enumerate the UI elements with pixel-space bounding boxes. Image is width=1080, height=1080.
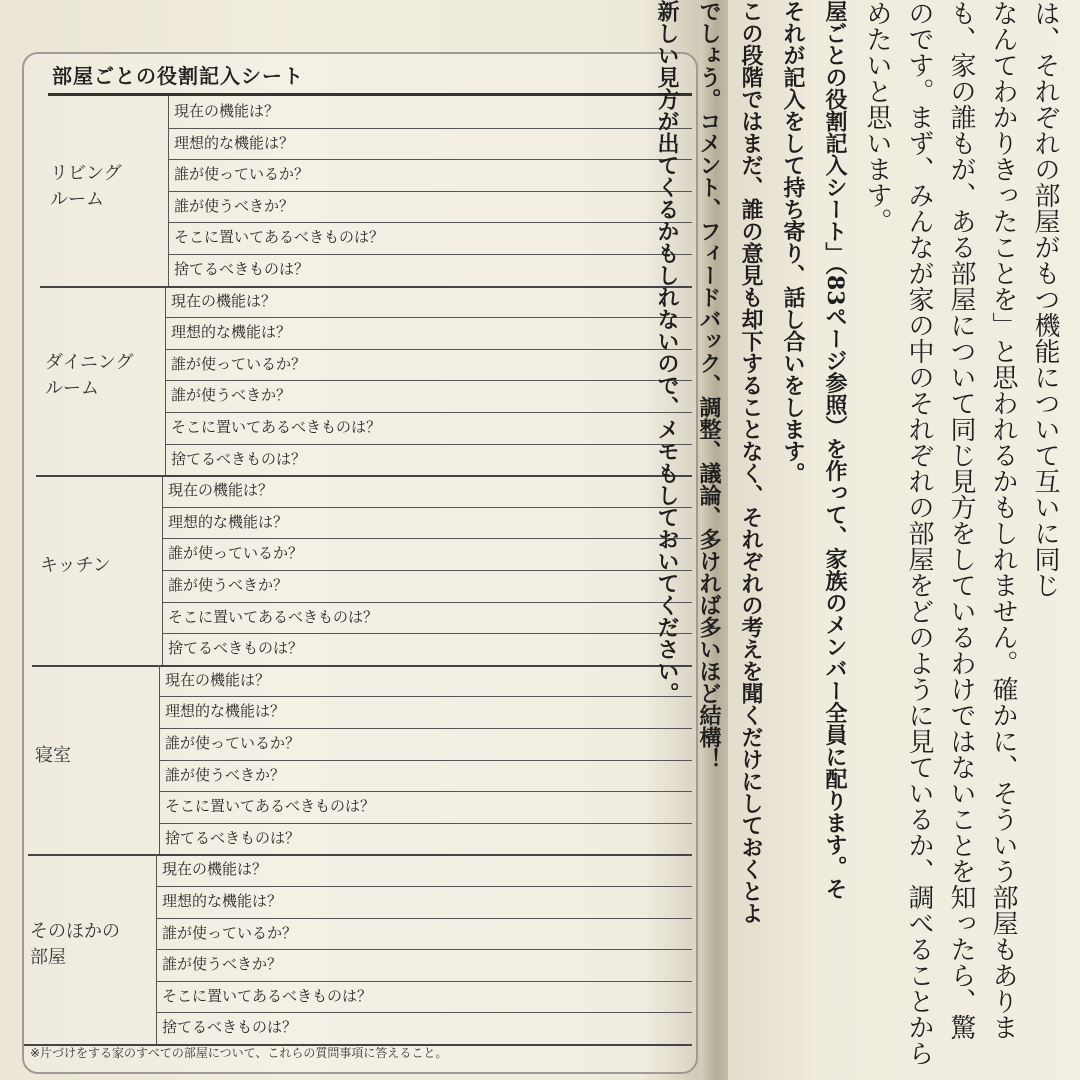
group-rule: [36, 475, 692, 477]
question-cell: 誰が使うべきか？: [162, 955, 283, 974]
question-cell: 現在の機能は？: [168, 481, 274, 500]
sheet-footnote: ※片づけをする家のすべての部屋について、これらの質問事項に答えること。: [30, 1046, 448, 1060]
question-cell: 誰が使うべきか？: [168, 576, 289, 594]
row-rule: [168, 159, 692, 160]
room-label: [30, 919, 120, 971]
room-label-line: 寝室: [35, 744, 71, 766]
question-cell: 現在の機能は？: [165, 670, 271, 689]
text-column: は、それぞれの部屋がもつ機能について互いに同じ: [1030, 0, 1060, 598]
row-rule: [168, 254, 692, 255]
row-rule: [156, 1012, 692, 1013]
question-cell: 誰が使うべきか？: [174, 196, 295, 215]
question-cell: 捨てるべきものは？: [168, 639, 304, 658]
row-rule: [162, 507, 692, 508]
room-label-line: そのほかの: [30, 921, 120, 943]
text-column: 屋ごとの役割記入シート」（83ページ参照）を作って、家族のメンバー全員に配ります。そ: [822, 0, 848, 900]
group-rule: [32, 665, 692, 667]
row-rule: [165, 317, 692, 318]
question-cell: 誰が使っているか？: [165, 734, 301, 752]
row-rule: [159, 696, 692, 697]
question-cell: 誰が使っているか？: [174, 165, 310, 184]
row-rule: [162, 538, 692, 539]
sheet-title: 部屋ごとの役割記入シート: [52, 64, 304, 88]
question-cell: 理想的な機能は？: [171, 323, 292, 342]
text-column: それが記入をして持ち寄り、話し合いをします。: [780, 0, 806, 484]
row-rule: [168, 128, 692, 129]
question-cell: 理想的な機能は？: [165, 702, 286, 721]
room-label-line: キッチン: [40, 555, 111, 576]
row-rule: [159, 791, 692, 792]
row-rule: [159, 823, 692, 824]
text-column: この段階ではまだ、誰の意見も却下することなく、それぞれの考えを聞くだけにしておくとよ: [738, 0, 764, 924]
row-rule: [162, 633, 692, 634]
row-rule: [156, 949, 692, 950]
question-cell: 捨てるべきものは？: [165, 828, 301, 847]
text-column: も、家の誰もが、ある部屋について同じ見方をしているわけではないことを知ったら、驚: [946, 0, 976, 1040]
text-column: 新しい見方が出てくるかもしれないので、メモもしておいてください。: [654, 0, 680, 704]
room-label-line: リビング: [50, 162, 122, 184]
text-column: なんてわかりきったことを」と思われるかもしれません。確かに、そういう部屋もありま: [988, 0, 1018, 1040]
title-rule: [48, 93, 692, 96]
question-cell: そこに置いてあるべきものは？: [171, 418, 382, 436]
question-cell: 現在の機能は？: [174, 102, 280, 120]
question-cell: 誰が使っているか？: [168, 544, 304, 563]
question-cell: 誰が使うべきか？: [165, 765, 286, 784]
text-column: でしょう。コメント、フィードバック、調整、議論、多ければ多いほど結構！: [696, 0, 722, 770]
row-rule: [156, 918, 692, 919]
room-label: [40, 553, 111, 579]
row-rule: [165, 412, 692, 413]
question-cell: 現在の機能は？: [171, 291, 277, 310]
question-cell: そこに置いてあるべきものは？: [165, 797, 376, 816]
question-cell: そこに置いてあるべきものは？: [162, 986, 373, 1005]
row-rule: [162, 570, 692, 571]
question-cell: そこに置いてあるべきものは？: [168, 607, 379, 626]
question-cell: 現在の機能は？: [162, 860, 268, 879]
row-rule: [159, 728, 692, 729]
room-role-sheet: [22, 52, 698, 1074]
question-cell: 理想的な機能は？: [168, 512, 289, 531]
text-column: めたいと思います。: [862, 0, 892, 234]
group-rule: [40, 286, 692, 288]
group-rule: [28, 854, 692, 856]
row-rule: [165, 380, 692, 381]
row-rule: [156, 981, 692, 982]
room-label: [45, 350, 134, 402]
room-label: [35, 743, 71, 769]
question-cell: そこに置いてあるべきものは？: [174, 228, 385, 247]
row-rule: [159, 760, 692, 761]
room-label: [50, 161, 122, 213]
question-cell: 理想的な機能は？: [162, 892, 283, 910]
row-rule: [168, 222, 692, 223]
room-label-line: ルーム: [45, 378, 99, 400]
question-cell: 捨てるべきものは？: [174, 260, 310, 278]
row-rule: [162, 602, 692, 603]
row-rule: [165, 349, 692, 350]
row-rule: [165, 444, 692, 445]
right-page-body-text: [646, 0, 1066, 1080]
question-cell: 誰が使うべきか？: [171, 386, 292, 405]
question-cell: 誰が使っているか？: [162, 923, 298, 942]
room-label-line: ルーム: [50, 188, 104, 210]
row-rule: [156, 886, 692, 887]
question-cell: 捨てるべきものは？: [171, 449, 307, 468]
question-cell: 誰が使っているか？: [171, 354, 307, 373]
room-label-line: ダイニング: [45, 352, 134, 374]
text-column: のです。まず、みんなが家の中のそれぞれの部屋をどのように見ているか、調べることから: [904, 0, 934, 1066]
room-label-line: 部屋: [30, 947, 66, 969]
row-rule: [168, 191, 692, 192]
question-cell: 捨てるべきものは？: [162, 1018, 298, 1037]
question-cell: 理想的な機能は？: [174, 133, 295, 152]
